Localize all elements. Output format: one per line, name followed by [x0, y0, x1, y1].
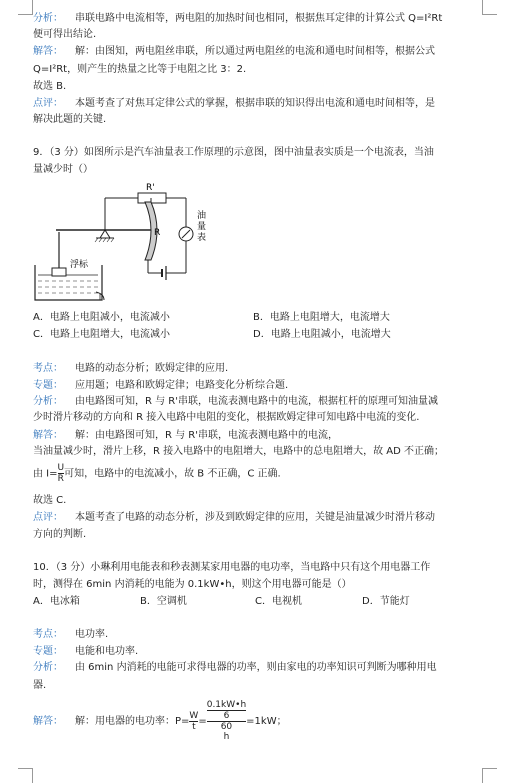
q9-solution-2: 当油量减少时，滑片上移，R 接入电路中的电阻增大，电路中的总电阻增大，故 AD 不正确； [33, 446, 445, 457]
q9-solution: 解答： 解：由电路图可知，R 与 R'串联，电流表测电路中的电流， [33, 430, 339, 441]
q10-category: 专题： 电能和电功率. [33, 646, 139, 657]
fuel-gauge-circuit-diagram [30, 180, 230, 305]
power-value-fraction: 0.1kW•h 6 60 h [206, 700, 247, 742]
power-formula-fraction: $\frac{W}{t}$ [189, 710, 199, 732]
q10-stem: 10．（3 分）小琳利用电能表和秒表测某家用电器的电功率，当电路中只有这个用电器工作 [33, 562, 431, 573]
q10-analysis-2: 器. [33, 680, 47, 691]
ohm-law-fraction: $\frac{U}{R}$ [57, 463, 65, 484]
label-comment: 点评： [33, 98, 63, 109]
q10-option-d: D．节能灯 [362, 596, 410, 607]
prev-answer: 故选 B. [33, 81, 67, 92]
resistor-r-prime [138, 193, 166, 203]
prev-comment-line-2: 解决此题的关键. [33, 114, 107, 125]
q10-solution: 解答： 解：用电器的电功率：P= $\frac{W}{t}$ = 0.1kW•h 6 60 h =1kW； [33, 700, 287, 742]
q10-topic: 考点： 电功率. [33, 629, 109, 640]
q10-option-a: A．电冰箱 [33, 596, 80, 607]
q10-option-c: C．电视机 [255, 596, 302, 607]
prev-analysis-line-2: 便可得出结论. [33, 29, 97, 40]
q9-comment: 点评： 本题考查了电路的动态分析，涉及到欧姆定律的应用，关键是油量减少时滑片移动 [33, 512, 435, 523]
prev-comment-line: 点评： 本题考查了对焦耳定律公式的掌握，根据串联的知识得出电流和通电时间相等，是 [33, 98, 435, 109]
q9-stem-2: 量减少时（） [33, 164, 93, 175]
float [52, 268, 66, 276]
float-label: 浮标 [70, 260, 89, 270]
prev-solution-line-2: Q=I²Rt，则产生的热量之比等于电阻之比 3：2. [33, 64, 247, 75]
r-label: R [154, 228, 161, 238]
q9-option-c: C．电路上电阻增大，电流减小 [33, 329, 170, 340]
prev-solution-line: 解答： 解：由图知，两电阻丝串联，所以通过两电阻丝的电流和通电时间相等，根据公式 [33, 46, 435, 57]
q9-analysis-2: 少时滑片移动的方向和 R 接入电路中电阻的变化，根据欧姆定律可知电路中电流的变化. [33, 412, 420, 423]
corner-mark-top-right [482, 0, 497, 15]
q9-stem: 9．（3 分）如图所示是汽车油量表工作原理的示意图，图中油量表实质是一个电流表，当油 [33, 147, 434, 158]
corner-mark-bottom-left [18, 768, 33, 783]
meter-label: 油量表 [197, 211, 207, 243]
q9-solution-3: 由 I= $\frac{U}{R}$ 可知，电路中的电流减小，故 B 不正确，C 正确. [33, 463, 281, 484]
q10-analysis: 分析： 由 6min 内消耗的电能可求得电器的功率，则由家电的功率知识可判断为哪种用电 [33, 662, 437, 673]
pivot [95, 230, 114, 242]
q9-option-a: A．电路上电阻减小，电流减小 [33, 312, 170, 323]
q9-topic: 考点： 电路的动态分析；欧姆定律的应用. [33, 363, 229, 374]
q9-analysis: 分析： 由电路图可知，R 与 R'串联，电流表测电路中的电流，根据杠杆的原理可知油量减 [33, 396, 439, 407]
prev-analysis-line: 分析： 串联电路中电流相等，两电阻的加热时间也相同，根据焦耳定律的计算公式 Q=I²Rt [33, 13, 443, 24]
q9-category: 专题： 应用题；电路和欧姆定律；电路变化分析综合题. [33, 380, 289, 391]
fuel-tank [35, 265, 104, 300]
corner-mark-top-left [18, 0, 33, 15]
label-analysis: 分析： [33, 13, 63, 24]
q9-answer: 故选 C. [33, 495, 67, 506]
q9-option-d: D．电路上电阻减小，电流增大 [253, 329, 391, 340]
q9-comment-2: 方向的判断. [33, 529, 87, 540]
q9-option-b: B．电路上电阻增大，电流增大 [253, 312, 390, 323]
q10-option-b: B．空调机 [140, 596, 187, 607]
label-solution: 解答： [33, 46, 63, 57]
corner-mark-bottom-right [482, 768, 497, 783]
q10-stem-2: 时，测得在 6min 内消耗的电能为 0.1kW•h，则这个用电器可能是（） [33, 579, 352, 590]
r-prime-label: R' [146, 183, 155, 193]
